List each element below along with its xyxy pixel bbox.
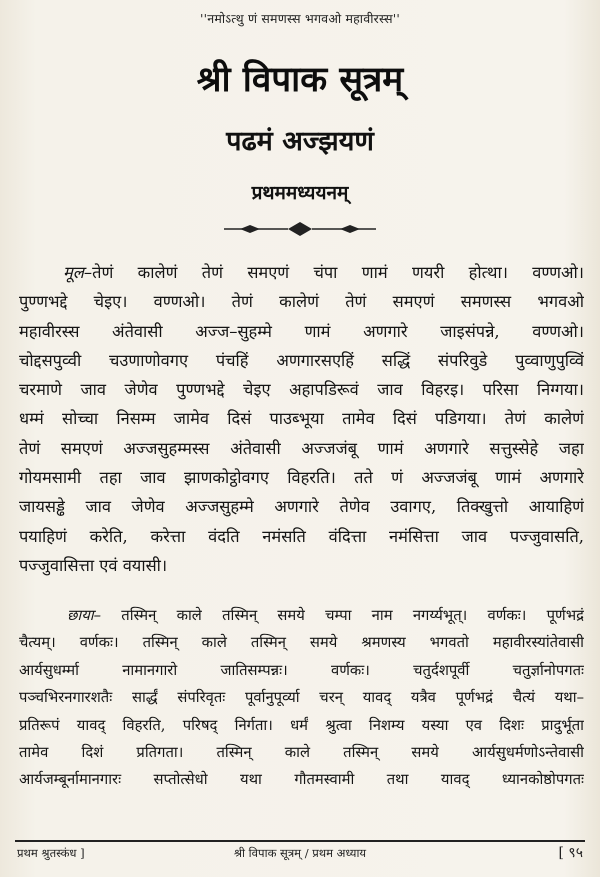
text-line: जायसड्ढे जाव जेणेव अज्जसुहम्मे अणगारे तेणेव उवागए, तिक्खुत्तो आयाहिणं [19, 497, 584, 517]
chapter-subtitle: प्रथममध्ययनम् [251, 182, 349, 204]
chhaya-text-block [19, 602, 584, 794]
text-line: आर्यसुधर्म्मा नामानगारो जातिसम्पन्नः। वर्णकः। चतुर्दशपूर्वी चतुर्ज्ञानोपगतः [19, 661, 584, 679]
text-line: तामेव दिशं प्रतिगता। तस्मिन् काले तस्मिन् समये आर्यसुधर्मणोऽन्तेवासी [19, 744, 584, 762]
footer-section-label: प्रथम श्रुतस्कंध ] [17, 846, 85, 860]
text-line: आर्यजम्बूर्नामानगारः सप्तोत्सेधो यथा गौतमस्वामी तथा यावद् ध्यानकोष्ठोपगतः [19, 771, 584, 789]
mool-label: मूल– [63, 263, 93, 282]
text-line: पञ्चभिरनगारशतैः सार्द्धं संपरिवृतः पूर्वानुपूर्व्या चरन् यावद् यत्रैव पूर्णभद्रं चैत्यं यथा– [19, 689, 584, 707]
header-motto: ''नमोऽत्थु णं समणस्स भगवओ महावीरस्स'' [199, 11, 401, 26]
page-title: श्री विपाक सूत्रम् [196, 59, 404, 100]
page-number: [ ९५ [558, 845, 583, 861]
text-line: तेणं समएणं अज्जसुहम्मस्स अंतेवासी अज्जजंबू णामं अणगारे सत्तुस्सेहे जहा [19, 438, 584, 458]
text-line: मूल–तेणं कालेणं तेणं समएणं चंपा णामं णयरी होत्था। वण्णओ। [63, 263, 584, 282]
text-line: महावीरस्स अंतेवासी अज्ज–सुहम्मे णामं अणगारे जाइसंपन्ने, वण्णओ। [19, 321, 584, 341]
text-line: चोद्दसपुव्वी चउणाणोवगए पंचहिं अणगारसएहिं सद्धिं संपरिवुडे पुव्वाणुपुव्विं [19, 350, 584, 370]
page-footer [15, 846, 585, 866]
ornament-divider-icon [220, 220, 380, 238]
chhaya-label: छाया– [67, 607, 102, 624]
text-line: प्रतिरूपं यावद् विहरति, परिषद् निर्गता। धर्मं श्रुत्वा निशम्य यस्या एव दिशः प्रादुर्भूता [19, 716, 584, 734]
text-line: धम्मं सोच्चा निसम्म जामेव दिसं पाउब्भूया तामेव दिसं पडिगया। तेणं कालेणं [19, 409, 584, 429]
footer-book-title: श्री विपाक सूत्रम् / प्रथम अध्याय [233, 846, 367, 860]
text-line: पुण्णभद्दे चेइए। वण्णओ। तेणं कालेणं तेणं समएणं समणस्स भगवओ [19, 292, 584, 312]
text-line: गोयमसामी तहा जाव झाणकोट्ठोवगए विहरति। तते णं अज्जजंबू णामं अणगारे [19, 468, 584, 488]
chapter-title: पढमं अज्झयणं [226, 126, 374, 157]
text-line: चैत्यम्। वर्णकः। तस्मिन् काले तस्मिन् समये श्रमणस्य भगवतो महावीरस्यांतेवासी [19, 634, 584, 652]
text-line: चरमाणे जाव जेणेव पुण्णभद्दे चेइए अहापडिरूवं जाव विहरइ। परिसा निग्गया। [19, 380, 584, 400]
text-line: पज्जुवासित्ता एवं वयासी। [19, 555, 168, 575]
text-line: छाया– तस्मिन् काले तस्मिन् समये चम्पा नाम नगर्य्यभूत्। वर्णकः। पूर्णभद्रं [67, 607, 584, 624]
text-line: पयाहिणं करेति, करेत्ता वंदति नमंसति वंदित्ता नमंसित्ता जाव पज्जुवासति, [19, 526, 584, 546]
mool-text-block [19, 258, 584, 580]
footer-divider [15, 840, 585, 842]
